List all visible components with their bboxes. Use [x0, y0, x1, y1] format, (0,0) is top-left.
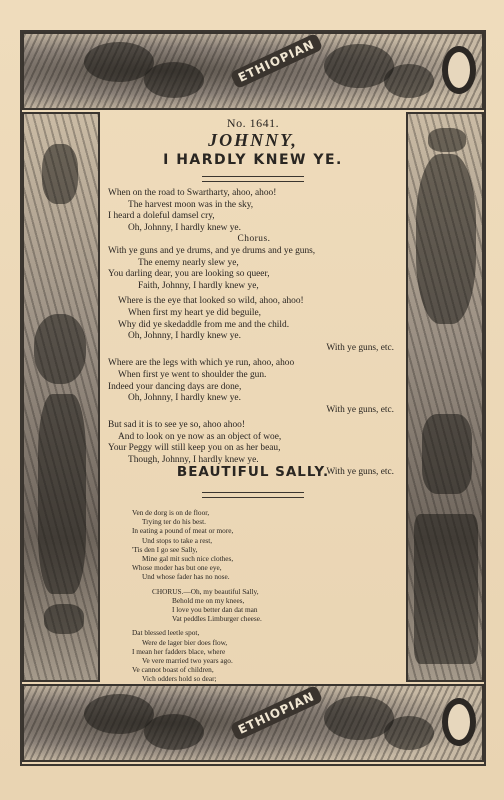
song-number: No. 1641. [226, 116, 280, 130]
right-illustration-panel [406, 112, 484, 682]
top-decorative-banner [22, 32, 484, 110]
drum-lettering: ETHIOPIAN [230, 33, 323, 89]
ornament-top [428, 128, 466, 152]
refrain-line: With ye guns, etc. [326, 404, 394, 415]
lyric-line: When first ye went to shoulder the gun. [118, 369, 267, 380]
song-title-beautiful-sally: BEAUTIFUL SALLY. [176, 464, 330, 480]
lyric-line: Were de lager bier does flow, [142, 637, 228, 647]
song-johnny-lyrics [108, 188, 400, 478]
tambourine-icon [442, 46, 476, 94]
lyric-line: When on the road to Swartharty, ahoo, ahoo! [108, 188, 277, 198]
ornamental-rule [202, 492, 304, 498]
lyric-line: Trying ter do his best. [142, 517, 206, 527]
lyric-line: Und stops to take a rest, [142, 535, 213, 545]
tambourine-icon [442, 698, 476, 746]
lyric-line: In eating a pound of meat or more, [132, 526, 234, 536]
left-illustration-panel [22, 112, 100, 682]
chorus-line: I love you better dan dat man [172, 605, 258, 615]
song-sally-lyrics [132, 508, 402, 702]
ornamental-rule [202, 176, 304, 182]
lyric-line: 'Tis den I go see Sally, [132, 544, 198, 554]
lyric-line: You darling dear, you are looking so queer, [108, 269, 270, 280]
chorus-line: CHORUS.—Oh, my beautiful Sally, [152, 586, 259, 596]
lyric-line: Indeed your dancing days are done, [108, 381, 242, 392]
lyric-line: Faith, Johnny, I hardly knew ye, [138, 280, 259, 291]
chorus-line: Behold me on my knees, [172, 595, 245, 605]
refrain-line: With ye guns, etc. [326, 466, 394, 477]
lyric-line: Mine gal mit such nice clothes, [142, 554, 234, 564]
lyric-line: And to look on ye now as an object of woe, [118, 431, 282, 442]
cherub-figure [384, 716, 434, 750]
lyric-line: When first my heart ye did beguile, [128, 307, 262, 318]
song-sheet-content [102, 112, 404, 682]
lyric-line: Und whose fader has no nose. [142, 572, 230, 582]
basket-ornament [414, 514, 478, 664]
lyric-line: With ye guns and ye drums, and ye drums and ye guns, [108, 245, 316, 256]
minstrel-head [34, 314, 86, 384]
lyric-line: Where are the legs with which ye run, ahoo, ahoo [108, 358, 295, 369]
lyric-line: Ve vere married two years ago. [142, 656, 233, 666]
lyric-line: Where is the eye that looked so wild, ahoo, ahoo! [118, 296, 304, 307]
cherub-figure [144, 62, 204, 98]
lyric-line: Oh, Johnny, I hardly knew ye. [128, 331, 241, 342]
lyric-line: I mean her fadders blace, where [132, 646, 226, 656]
shoe-ornament [44, 604, 84, 634]
song-title-line-1: JOHNNY, [208, 130, 298, 150]
lyric-line: But sad it is to see ye so, ahoo ahoo! [108, 420, 245, 431]
lyric-line: The enemy nearly slew ye, [138, 257, 239, 268]
lyric-line: Ve cannot boast of children, [132, 665, 214, 675]
minstrel-figure [416, 154, 476, 324]
chorus-line: Vat peddles Limburger cheese. [172, 614, 262, 624]
lyric-line: The harvest moon was in the sky, [128, 199, 254, 210]
lyric-line: Dat blessed leetle spot, [132, 628, 200, 638]
song-title-line-2: I HARDLY KNEW YE. [163, 152, 343, 168]
lyric-line: I heard a doleful damsel cry, [108, 211, 215, 222]
drum-lettering: ETHIOPIAN [230, 685, 323, 741]
antler-ornament [42, 144, 78, 204]
lyric-line: Though, Johnny, I hardly knew ye. [128, 455, 259, 466]
branch-ornament [422, 414, 472, 494]
minstrel-figure [38, 394, 86, 594]
lyric-line: Your Peggy will still keep you on as her beau, [108, 443, 281, 454]
cherub-figure [144, 714, 204, 750]
lyric-line: Vich odders hold so dear; [142, 674, 217, 684]
lyric-line: Ven de dorg is on de floor, [132, 508, 210, 517]
cherub-figure [384, 64, 434, 98]
chorus-label: Chorus. [237, 234, 271, 245]
bottom-decorative-banner [22, 684, 484, 762]
lyric-line: Whose moder has but one eye, [132, 563, 222, 573]
lyric-line: Why did ye skedaddle from me and the child. [118, 319, 290, 330]
lyric-line: Oh, Johnny, I hardly knew ye. [128, 222, 241, 233]
lyric-line: Oh, Johnny, I hardly knew ye. [128, 393, 241, 404]
refrain-line: With ye guns, etc. [326, 342, 394, 353]
